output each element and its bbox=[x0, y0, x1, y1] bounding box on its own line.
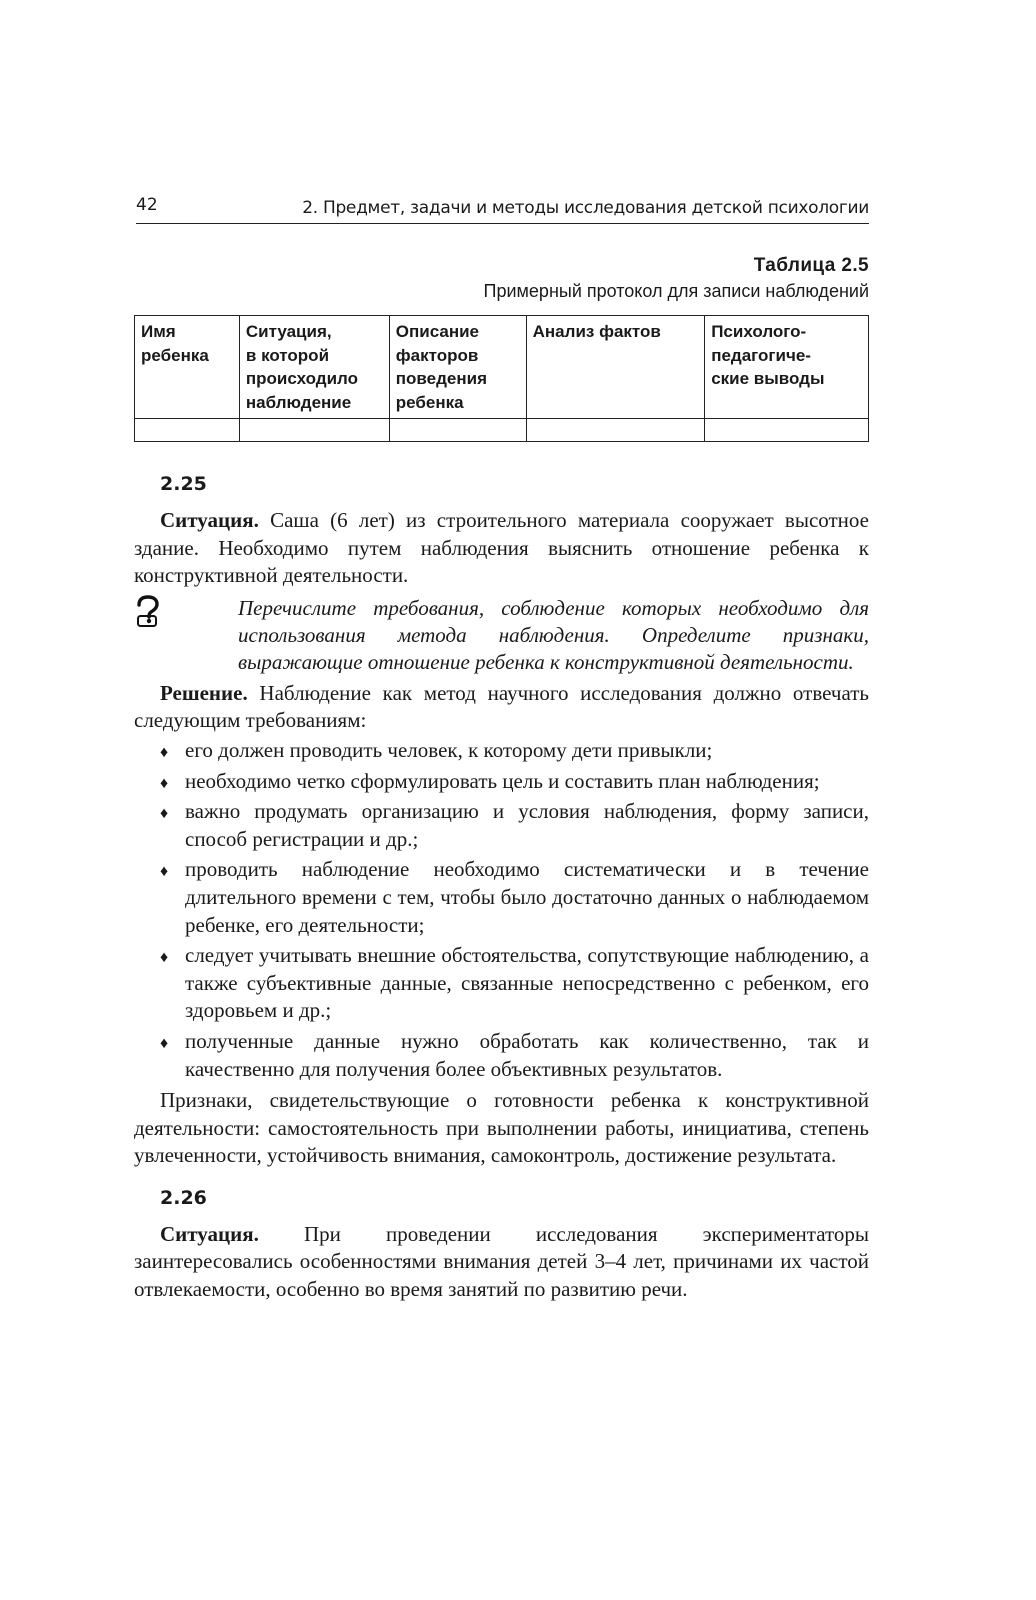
table-number: Таблица 2.5 bbox=[753, 255, 869, 276]
list-item-text: необходимо четко сформулировать цель и составить план наблюдения; bbox=[185, 768, 820, 793]
requirements-list bbox=[134, 737, 869, 1083]
table-header-row bbox=[135, 316, 869, 419]
section-number: 2.26 bbox=[160, 1186, 207, 1209]
header-line: Описание bbox=[395, 322, 480, 341]
header-line: ские выводы bbox=[711, 369, 825, 388]
table-cell bbox=[389, 419, 526, 442]
header-line: Имя bbox=[141, 322, 176, 341]
solution-text: Наблюдение как метод научного исследования должно отвечать следующим требованиям: bbox=[134, 680, 870, 733]
diamond-bullet-icon: ♦ bbox=[160, 949, 169, 967]
page-number: 42 bbox=[136, 195, 158, 215]
situation-text: При проведении исследования экспериментаторы заинтересовались особенностями внимания детей 3–4 лет, причинами их частой отвлекаемости, особенно во время занятий по развитию речи. bbox=[134, 1221, 870, 1302]
section-number: 2.25 bbox=[160, 473, 207, 495]
solution-label: Решение. bbox=[160, 680, 248, 705]
diamond-bullet-icon: ♦ bbox=[160, 1034, 169, 1052]
section-spacer bbox=[134, 1170, 869, 1184]
situation-label: Ситуация. bbox=[160, 1221, 259, 1246]
observation-protocol-table bbox=[134, 315, 869, 442]
diamond-bullet-icon: ♦ bbox=[160, 863, 169, 881]
list-item-text: важно продумать организацию и условия наблюдения, форму записи, способ регистрации и др.; bbox=[185, 799, 869, 851]
diamond-bullet-icon: ♦ bbox=[160, 743, 169, 761]
header-conclusions bbox=[705, 316, 869, 419]
table-row bbox=[135, 419, 869, 442]
situation-paragraph bbox=[134, 507, 869, 590]
header-line: Ситуация, bbox=[245, 322, 332, 341]
list-item bbox=[134, 737, 869, 765]
header-line: Психолого- bbox=[711, 322, 807, 341]
header-line: наблюдение bbox=[245, 392, 352, 412]
header-line: ребенка bbox=[141, 345, 209, 365]
table-cell bbox=[705, 419, 869, 442]
diamond-bullet-icon: ♦ bbox=[160, 805, 169, 823]
table-cell bbox=[239, 419, 389, 442]
solution-paragraph bbox=[134, 680, 869, 735]
list-item-text: его должен проводить человек, к которому дети привыкли; bbox=[185, 737, 713, 762]
header-fact-analysis bbox=[526, 316, 705, 419]
header-line: педагогиче- bbox=[711, 345, 811, 365]
header-line: происходило bbox=[245, 369, 359, 388]
question-mark-icon bbox=[134, 595, 162, 627]
list-item bbox=[134, 798, 869, 853]
question-block bbox=[134, 595, 869, 676]
table-caption bbox=[484, 254, 869, 303]
header-child-name bbox=[135, 316, 240, 419]
table-title: Примерный протокол для записи наблюдений bbox=[483, 281, 869, 301]
chapter-title: 2. Предмет, задачи и методы исследования детской психологии bbox=[302, 198, 869, 218]
list-item bbox=[134, 768, 869, 796]
header-situation bbox=[239, 316, 389, 419]
list-item bbox=[134, 856, 869, 939]
header-line: в которой bbox=[245, 345, 330, 365]
list-item bbox=[134, 942, 869, 1025]
situation-label: Ситуация. bbox=[160, 508, 259, 532]
diamond-bullet-icon: ♦ bbox=[160, 774, 169, 792]
main-content bbox=[134, 470, 869, 1304]
header-line: поведения bbox=[395, 369, 487, 388]
conclusion-paragraph: Признаки, свидетельствующие о готовности ребенка к конструктивной деятельности: самостоятельность при выполнении работы, инициатива, степень увлеченности, устойчивость внимания, самоконтроль, достижение результата. bbox=[134, 1088, 869, 1168]
table-cell bbox=[135, 419, 240, 442]
running-head bbox=[136, 195, 869, 224]
header-line: ребенка bbox=[395, 392, 464, 412]
list-item-text: проводить наблюдение необходимо систематически и в течение длительного времени с тем, чтобы было достаточно данных о наблюдаемом ребенке, его деятельности; bbox=[185, 857, 869, 937]
list-item-text: следует учитывать внешние обстоятельства, сопутствующие наблюдению, а также субъективные данные, связанные непосредственно с ребенком, его здоровьем и др.; bbox=[185, 943, 869, 1023]
question-text: Перечислите требования, соблюдение которых необходимо для использования метода наблюдения. Определите признаки, выражающие отношение ребенка к конструктивной деятельности. bbox=[238, 595, 869, 674]
list-item bbox=[134, 1028, 869, 1083]
situation-paragraph bbox=[134, 1221, 869, 1304]
list-item-text: полученные данные нужно обработать как количественно, так и качественно для получения более объективных результатов. bbox=[185, 1028, 869, 1081]
header-behavior-factors bbox=[389, 316, 526, 419]
situation-text: Саша (6 лет) из строительного материала сооружает высотное здание. Необходимо путем наблюдения выяснить отношение ребенка к конструктивной деятельности. bbox=[134, 508, 869, 588]
header-line: Анализ фактов bbox=[532, 322, 661, 341]
header-line: факторов bbox=[395, 345, 479, 365]
table-cell bbox=[526, 419, 705, 442]
